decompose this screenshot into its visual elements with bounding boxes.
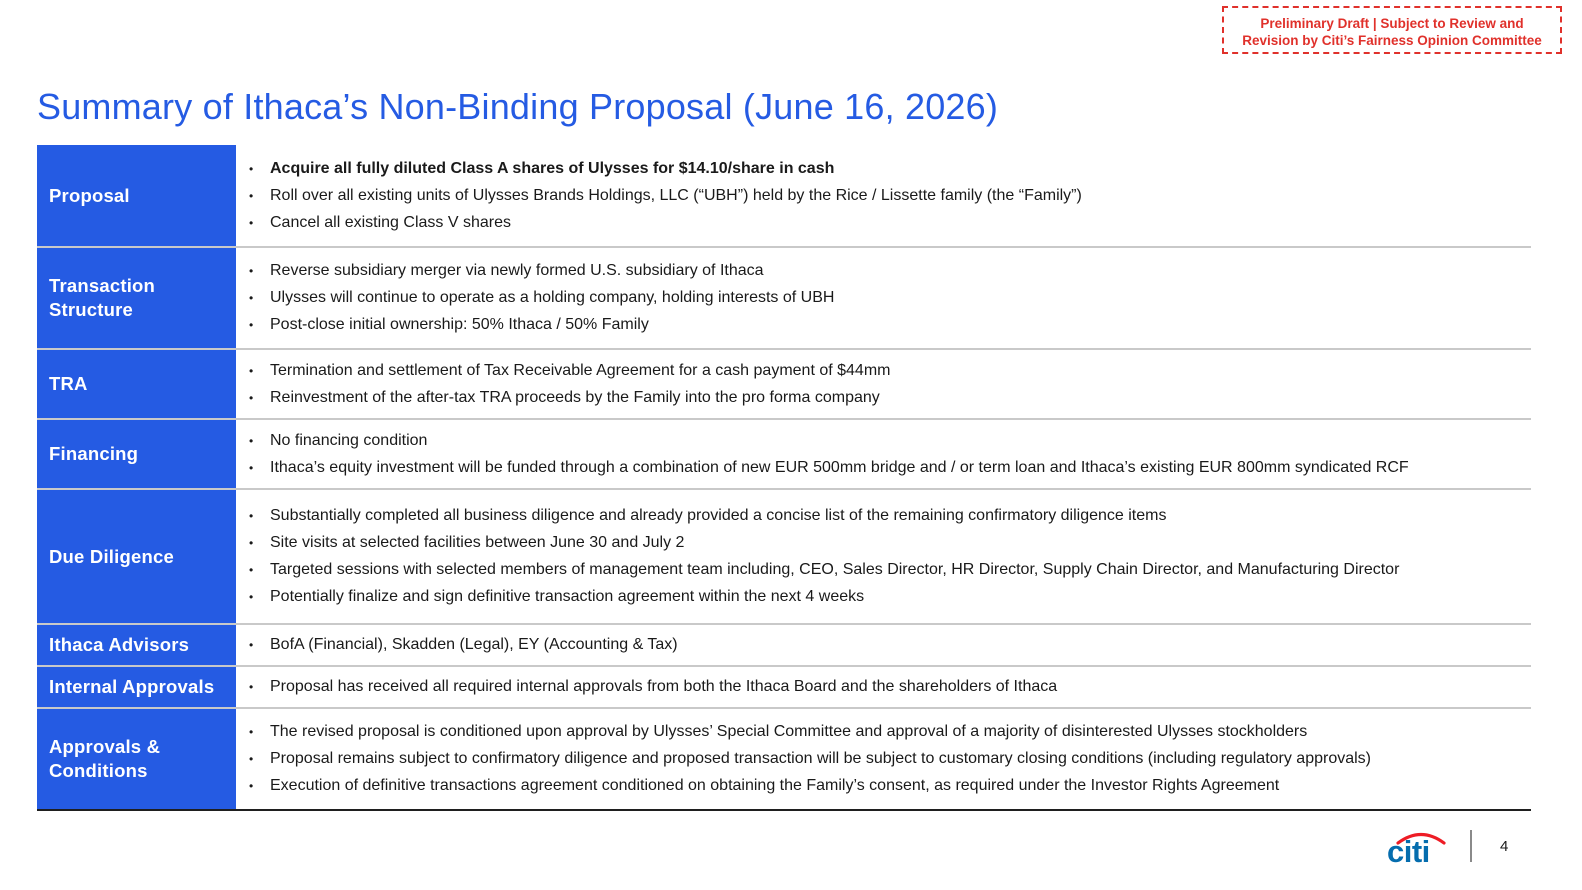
row-label-internal-approvals: Internal Approvals [37, 667, 236, 707]
citi-logo [1386, 828, 1446, 866]
bullet-text: The revised proposal is conditioned upon approval by Ulysses’ Special Committee and approval of a majority of disinterested Ulysses stockholders [270, 723, 1308, 740]
row-label-approvals-conditions [37, 709, 236, 809]
bullet-text: Acquire all fully diluted Class A shares of Ulysses for $14.10/share in cash [270, 159, 835, 177]
row-label-transaction-structure [37, 248, 236, 348]
list-item [246, 773, 1531, 800]
list-item [246, 427, 1531, 454]
list-item [246, 719, 1531, 746]
bullet-text: BofA (Financial), Skadden (Legal), EY (Accounting & Tax) [270, 636, 678, 653]
bullet-text: No financing condition [270, 431, 428, 449]
list-item [246, 209, 1531, 236]
list-item [246, 258, 1531, 285]
bullet-glyph: • [249, 291, 254, 305]
bullet-glyph: • [249, 215, 254, 230]
draft-stamp [1222, 6, 1562, 54]
row-label-financing: Financing [37, 420, 236, 488]
bullet-glyph: • [249, 752, 254, 766]
list-item [246, 746, 1531, 773]
row-label-line-2: Structure [49, 299, 134, 320]
bullet-glyph: • [249, 363, 254, 378]
list-item [246, 285, 1531, 312]
list-item [246, 503, 1531, 530]
bullet-glyph: • [249, 390, 254, 405]
page-number: 4 [1500, 838, 1509, 855]
table-row-financing [37, 418, 1531, 488]
page-title: Summary of Ithaca’s Non-Binding Proposal (June 16, 2026) [37, 86, 999, 127]
row-label-tra: TRA [37, 350, 236, 418]
bullet-text: Proposal remains subject to confirmatory diligence and proposed transaction will be subject to customary closing conditions (including regulatory approvals) [270, 750, 1372, 767]
list-item [246, 632, 1531, 659]
list-item [246, 182, 1531, 209]
row-label-due-diligence: Due Diligence [37, 490, 236, 623]
draft-stamp-line-2: Revision by Citi’s Fairness Opinion Committee [1242, 33, 1542, 48]
footer-divider [1470, 830, 1472, 862]
bullet-glyph: • [249, 433, 254, 448]
list-item [246, 357, 1531, 384]
bullet-text: Targeted sessions with selected members of management team including, CEO, Sales Director, HR Director, Supply Chain Director, and Manufacturing Director [270, 561, 1400, 578]
bullet-text: Potentially finalize and sign definitive transaction agreement within the next 4 weeks [270, 588, 865, 605]
bullet-text: Post-close initial ownership: 50% Ithaca / 50% Family [270, 316, 649, 333]
table-row-proposal [37, 145, 1531, 246]
bullet-glyph: • [249, 161, 254, 176]
bullet-glyph: • [249, 563, 254, 577]
bullet-glyph: • [249, 536, 254, 550]
row-body-approvals-conditions [236, 709, 1531, 809]
row-body-internal-approvals [236, 667, 1531, 707]
bullet-text: Execution of definitive transactions agreement conditioned on obtaining the Family’s consent, as required under the Investor Rights Agreement [270, 777, 1280, 794]
bullet-text: Cancel all existing Class V shares [270, 213, 511, 231]
list-item [246, 584, 1531, 611]
row-body-tra [236, 350, 1531, 418]
row-label-ithaca-advisors: Ithaca Advisors [37, 625, 236, 665]
row-body-proposal [236, 145, 1531, 246]
bullet-text: Reverse subsidiary merger via newly formed U.S. subsidiary of Ithaca [270, 262, 764, 279]
bullet-glyph: • [249, 725, 254, 739]
table-row-approvals-conditions [37, 707, 1531, 809]
bullet-glyph: • [249, 509, 254, 523]
list-item [246, 557, 1531, 584]
bullet-text: Termination and settlement of Tax Receivable Agreement for a cash payment of $44mm [270, 361, 891, 379]
bullet-text: Site visits at selected facilities between June 30 and July 2 [270, 534, 685, 551]
bullet-glyph: • [249, 318, 254, 332]
bullet-text: Ithaca’s equity investment will be funded through a combination of new EUR 500mm bridge and / or term loan and Ithaca’s existing EUR 800mm syndicated RCF [270, 458, 1409, 476]
bullet-text: Proposal has received all required internal approvals from both the Ithaca Board and the shareholders of Ithaca [270, 678, 1058, 695]
bullet-text: Ulysses will continue to operate as a holding company, holding interests of UBH [270, 289, 835, 306]
list-item [246, 155, 1531, 182]
bullet-glyph: • [249, 638, 254, 652]
bullet-text: Substantially completed all business diligence and already provided a concise list of the remaining confirmatory diligence items [270, 507, 1167, 524]
row-body-transaction-structure [236, 248, 1531, 348]
row-label-proposal: Proposal [37, 145, 236, 246]
bullet-text: Roll over all existing units of Ulysses Brands Holdings, LLC (“UBH”) held by the Rice / Lissette family (the “Family”) [270, 186, 1082, 204]
table-row-internal-approvals [37, 665, 1531, 707]
row-body-ithaca-advisors [236, 625, 1531, 665]
bullet-glyph: • [249, 590, 254, 604]
draft-stamp-line-1: Preliminary Draft | Subject to Review and [1260, 16, 1524, 31]
bullet-text: Reinvestment of the after-tax TRA proceeds by the Family into the pro forma company [270, 388, 880, 406]
bullet-glyph: • [249, 264, 254, 278]
list-item [246, 530, 1531, 557]
list-item [246, 674, 1531, 701]
bullet-glyph: • [249, 188, 254, 203]
table-row-transaction-structure [37, 246, 1531, 348]
row-label-line-1: Transaction [49, 275, 156, 296]
logo-wordmark: citi [1387, 834, 1430, 866]
bullet-glyph: • [249, 460, 254, 475]
row-body-financing [236, 420, 1531, 488]
row-label-line-2: Conditions [49, 760, 148, 781]
table-row-ithaca-advisors [37, 623, 1531, 665]
row-body-due-diligence [236, 490, 1531, 623]
list-item [246, 454, 1531, 481]
bullet-glyph: • [249, 779, 254, 793]
list-item [246, 384, 1531, 411]
proposal-summary-table [37, 145, 1531, 811]
list-item [246, 312, 1531, 339]
row-label-line-1: Approvals & [49, 736, 161, 757]
table-row-tra [37, 348, 1531, 418]
table-row-due-diligence [37, 488, 1531, 623]
bullet-glyph: • [249, 680, 254, 694]
